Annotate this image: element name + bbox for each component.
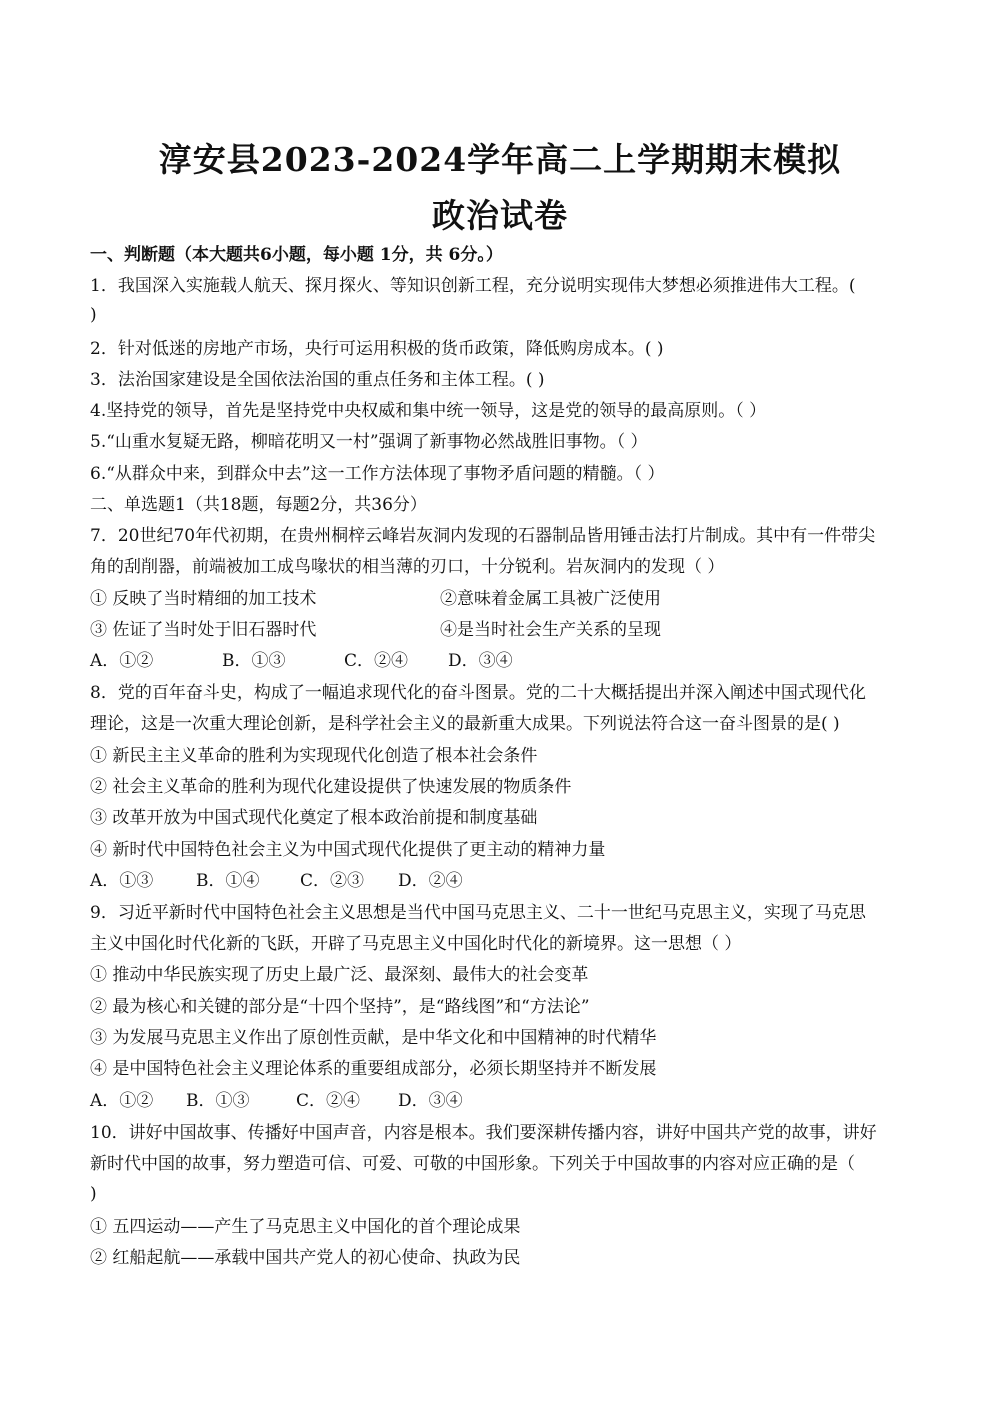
q8-choice-a: A．①③ <box>90 871 154 891</box>
q4: 4.坚持党的领导，首先是坚持党中央权威和集中统一领导，这是党的领导的最高原则。（ ） <box>90 401 767 421</box>
q7-choice-d: D．③④ <box>448 651 513 671</box>
q10-option-2: ② 红船起航——承载中国共产党人的初心使命、执政为民 <box>90 1248 521 1268</box>
q1-line2: ) <box>90 305 97 325</box>
q9-option-1: ① 推动中华民族实现了历史上最广泛、最深刻、最伟大的社会变革 <box>90 965 589 985</box>
q8-choice-d: D．②④ <box>398 871 463 891</box>
q10-line2: 新时代中国的故事，努力塑造可信、可爱、可敬的中国形象。下列关于中国故事的内容对应正确的是（ <box>90 1154 855 1174</box>
q8-line1: 8．党的百年奋斗史，构成了一幅追求现代化的奋斗图景。党的二十大概括提出并深入阐述中国式现代化 <box>90 683 866 703</box>
q7-choice-a: A．①② <box>90 651 154 671</box>
q7-option-3: ③ 佐证了当时处于旧石器时代 <box>90 620 317 640</box>
q9-option-3: ③ 为发展马克思主义作出了原创性贡献，是中华文化和中国精神的时代精华 <box>90 1028 657 1048</box>
q8-choice-c: C．②③ <box>300 871 365 891</box>
q7-line1: 7．20世纪70年代初期，在贵州桐梓云峰岩灰洞内发现的石器制品皆用锤击法打片制成。其中有一件带尖 <box>90 526 876 546</box>
exam-subtitle: 政治试卷 <box>432 196 568 235</box>
q7-choice-b: B．①③ <box>222 651 286 671</box>
q9-line2: 主义中国化时代化新的飞跃，开辟了马克思主义中国化时代化的新境界。这一思想（ ） <box>90 934 742 954</box>
q10-line3: ) <box>90 1184 97 1204</box>
q10-line1: 10．讲好中国故事、传播好中国声音，内容是根本。我们要深耕传播内容，讲好中国共产党的故事，讲好 <box>90 1123 877 1143</box>
q7-choice-c: C．②④ <box>344 651 409 671</box>
q8-option-3: ③ 改革开放为中国式现代化奠定了根本政治前提和制度基础 <box>90 808 538 828</box>
exam-title: 淳安县2023-2024学年高二上学期期末模拟 <box>158 140 842 179</box>
q8-choice-b: B．①④ <box>196 871 260 891</box>
q8-option-1: ① 新民主主义革命的胜利为实现现代化创造了根本社会条件 <box>90 746 538 766</box>
q9-option-4: ④ 是中国特色社会主义理论体系的重要组成部分，必须长期坚持并不断发展 <box>90 1059 657 1079</box>
q3: 3．法治国家建设是全国依法治国的重点任务和主体工程。( ) <box>90 370 545 390</box>
q9-choice-d: D．③④ <box>398 1091 463 1111</box>
q5: 5.“山重水复疑无路，柳暗花明又一村”强调了新事物必然战胜旧事物。（ ） <box>90 432 648 452</box>
q6: 6.“从群众中来，到群众中去”这一工作方法体现了事物矛盾问题的精髓。（ ） <box>90 464 665 484</box>
section1-heading: 一、判断题（本大题共6小题，每小题 1分，共 6分。） <box>90 245 503 265</box>
q10-option-1: ① 五四运动——产生了马克思主义中国化的首个理论成果 <box>90 1217 521 1237</box>
q7-option-1: ① 反映了当时精细的加工技术 <box>90 589 317 609</box>
q8-line2: 理论，这是一次重大理论创新，是科学社会主义的最新重大成果。下列说法符合这一奋斗图景的是( ) <box>90 714 840 734</box>
q9-choice-c: C．②④ <box>296 1091 361 1111</box>
q8-option-4: ④ 新时代中国特色社会主义为中国式现代化提供了更主动的精神力量 <box>90 840 606 860</box>
q8-option-2: ② 社会主义革命的胜利为现代化建设提供了快速发展的物质条件 <box>90 777 572 797</box>
section2-heading: 二、单选题1（共18题，每题2分，共36分） <box>90 495 427 515</box>
q9-choice-b: B．①③ <box>186 1091 250 1111</box>
q9-choice-a: A．①② <box>90 1091 154 1111</box>
q7-option-4: ④是当时社会生产关系的呈现 <box>440 620 661 640</box>
q7-option-2: ②意味着金属工具被广泛使用 <box>440 589 661 609</box>
q7-line2: 角的刮削器，前端被加工成鸟喙状的相当薄的刃口，十分锐利。岩灰洞内的发现（ ） <box>90 557 725 577</box>
q9-option-2: ② 最为核心和关键的部分是“十四个坚持”，是“路线图”和“方法论” <box>90 997 590 1017</box>
q1-line1: 1．我国深入实施载人航天、探月探火、等知识创新工程，充分说明实现伟大梦想必须推进伟大工程。( <box>90 276 856 296</box>
q9-line1: 9．习近平新时代中国特色社会主义思想是当代中国马克思主义、二十一世纪马克思主义，实现了马克思 <box>90 903 866 923</box>
q2: 2．针对低迷的房地产市场，央行可运用积极的货币政策，降低购房成本。( ) <box>90 339 664 359</box>
